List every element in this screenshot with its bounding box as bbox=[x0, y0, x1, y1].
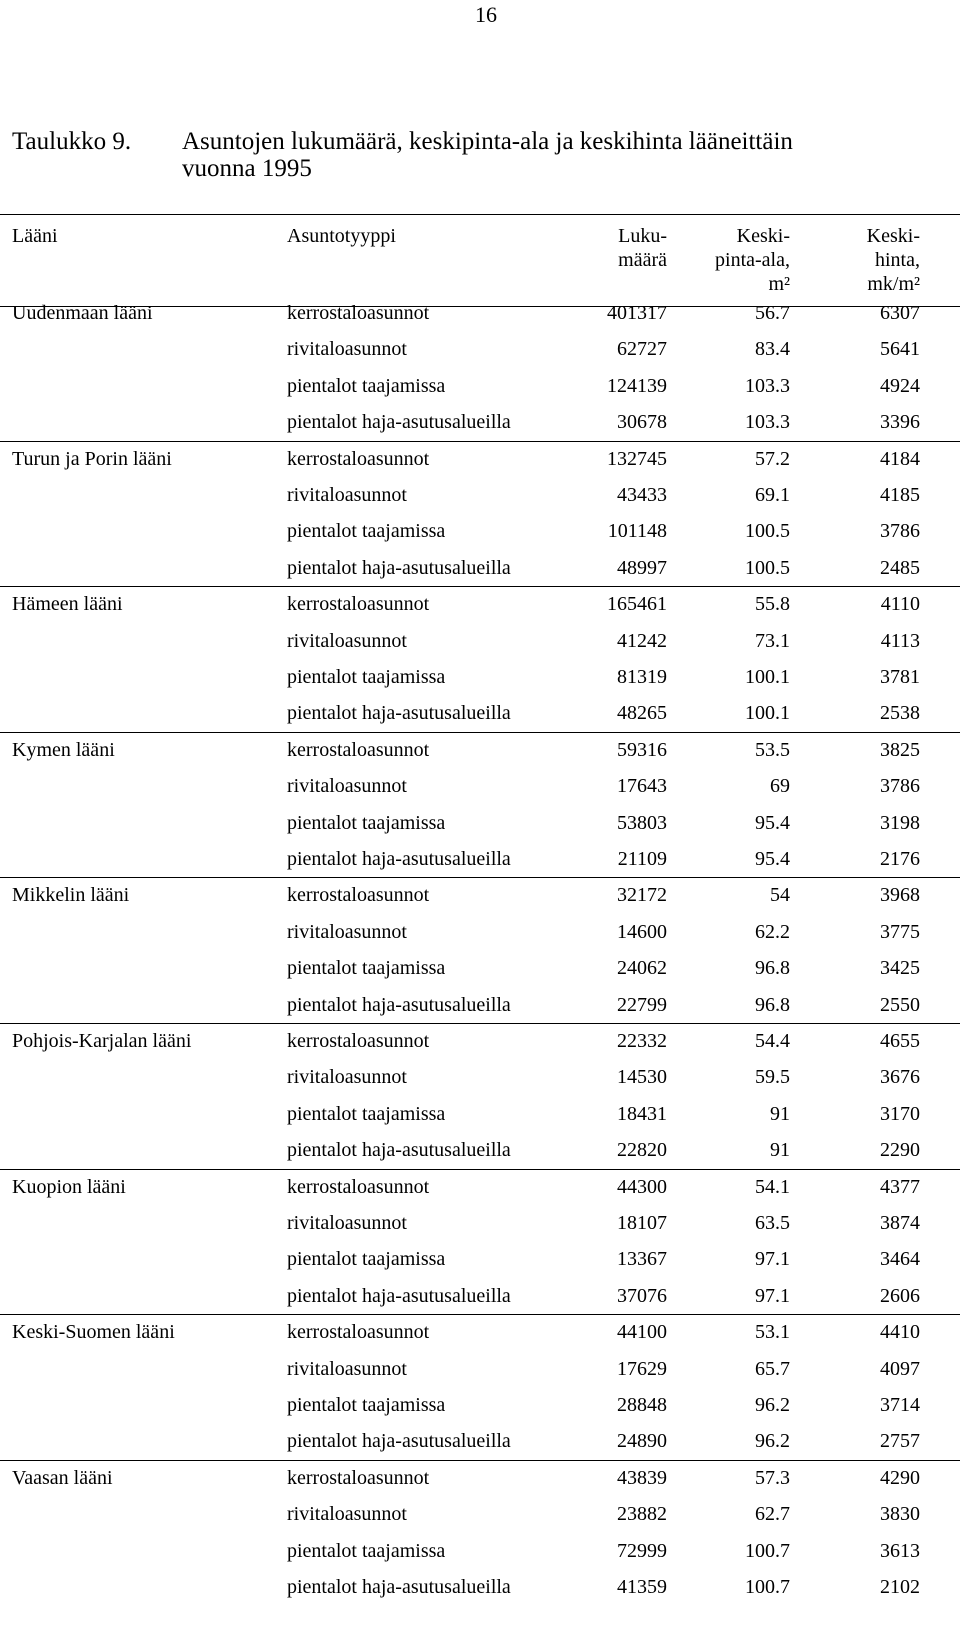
price-cell: 4184 bbox=[880, 448, 920, 470]
table-row bbox=[0, 518, 960, 544]
price-cell: 5641 bbox=[880, 338, 920, 360]
table-row bbox=[0, 1210, 960, 1236]
area-cell: 100.7 bbox=[745, 1540, 790, 1562]
area-cell: 57.3 bbox=[755, 1467, 790, 1489]
region-separator bbox=[0, 877, 960, 878]
count-cell: 14600 bbox=[617, 921, 667, 943]
price-cell: 4097 bbox=[880, 1358, 920, 1380]
housing-type-cell: kerrostaloasunnot bbox=[287, 739, 430, 761]
table-row bbox=[0, 1137, 960, 1163]
table-row bbox=[0, 1101, 960, 1127]
area-cell: 96.2 bbox=[755, 1394, 790, 1416]
count-cell: 17629 bbox=[617, 1358, 667, 1380]
count-cell: 18431 bbox=[617, 1103, 667, 1125]
area-cell: 100.7 bbox=[745, 1576, 790, 1598]
count-cell: 30678 bbox=[617, 411, 667, 433]
region-name-cell: Hämeen lääni bbox=[12, 593, 123, 615]
price-cell: 2538 bbox=[880, 702, 920, 724]
price-cell: 4924 bbox=[880, 375, 920, 397]
area-cell: 73.1 bbox=[755, 630, 790, 652]
title-line-1: Asuntojen lukumäärä, keskipinta-ala ja keskihinta lääneittäin bbox=[182, 128, 793, 155]
region-name-cell: Turun ja Porin lääni bbox=[12, 448, 172, 470]
price-cell: 2485 bbox=[880, 557, 920, 579]
count-cell: 13367 bbox=[617, 1248, 667, 1270]
region-separator bbox=[0, 586, 960, 587]
table-row bbox=[0, 591, 960, 617]
header-type: Asuntotyyppi bbox=[287, 225, 396, 247]
area-cell: 53.1 bbox=[755, 1321, 790, 1343]
table-row bbox=[0, 1283, 960, 1309]
housing-type-cell: pientalot haja-asutusalueilla bbox=[287, 557, 511, 579]
region-name-cell: Pohjois-Karjalan lääni bbox=[12, 1030, 192, 1052]
table-row bbox=[0, 373, 960, 399]
price-cell: 2290 bbox=[880, 1139, 920, 1161]
area-cell: 103.3 bbox=[745, 375, 790, 397]
count-cell: 59316 bbox=[617, 739, 667, 761]
area-cell: 57.2 bbox=[755, 448, 790, 470]
area-cell: 91 bbox=[770, 1103, 790, 1125]
table-row bbox=[0, 810, 960, 836]
header-area-line1: Keski- bbox=[736, 225, 790, 247]
table-label: Taulukko 9. bbox=[12, 128, 132, 155]
price-cell: 2176 bbox=[880, 848, 920, 870]
table-row bbox=[0, 882, 960, 908]
price-cell: 3830 bbox=[880, 1503, 920, 1525]
housing-type-cell: pientalot taajamissa bbox=[287, 1540, 446, 1562]
price-cell: 4185 bbox=[880, 484, 920, 506]
region-separator bbox=[0, 1460, 960, 1461]
header-region: Lääni bbox=[12, 225, 58, 247]
table-title bbox=[12, 128, 793, 182]
area-cell: 100.5 bbox=[745, 557, 790, 579]
count-cell: 23882 bbox=[617, 1503, 667, 1525]
housing-type-cell: pientalot haja-asutusalueilla bbox=[287, 411, 511, 433]
price-cell: 3786 bbox=[880, 775, 920, 797]
price-cell: 3714 bbox=[880, 1394, 920, 1416]
page-number: 16 bbox=[475, 2, 497, 27]
area-cell: 91 bbox=[770, 1139, 790, 1161]
price-cell: 3613 bbox=[880, 1540, 920, 1562]
count-cell: 44100 bbox=[617, 1321, 667, 1343]
header-area bbox=[715, 224, 790, 296]
table-row bbox=[0, 919, 960, 945]
table-row bbox=[0, 664, 960, 690]
area-cell: 96.2 bbox=[755, 1430, 790, 1452]
area-cell: 56.7 bbox=[755, 302, 790, 324]
housing-type-cell: kerrostaloasunnot bbox=[287, 448, 430, 470]
price-cell: 3464 bbox=[880, 1248, 920, 1270]
area-cell: 103.3 bbox=[745, 411, 790, 433]
count-cell: 37076 bbox=[617, 1285, 667, 1307]
housing-type-cell: kerrostaloasunnot bbox=[287, 1176, 430, 1198]
housing-type-cell: pientalot taajamissa bbox=[287, 520, 446, 542]
area-cell: 62.2 bbox=[755, 921, 790, 943]
count-cell: 17643 bbox=[617, 775, 667, 797]
housing-type-cell: pientalot haja-asutusalueilla bbox=[287, 994, 511, 1016]
housing-type-cell: pientalot haja-asutusalueilla bbox=[287, 848, 511, 870]
price-cell: 3425 bbox=[880, 957, 920, 979]
housing-type-cell: rivitaloasunnot bbox=[287, 484, 407, 506]
count-cell: 401317 bbox=[607, 302, 667, 324]
table-row bbox=[0, 737, 960, 763]
table-row bbox=[0, 1465, 960, 1491]
price-cell: 3781 bbox=[880, 666, 920, 688]
count-cell: 62727 bbox=[617, 338, 667, 360]
area-cell: 83.4 bbox=[755, 338, 790, 360]
area-cell: 95.4 bbox=[755, 848, 790, 870]
region-separator bbox=[0, 732, 960, 733]
housing-type-cell: kerrostaloasunnot bbox=[287, 1030, 430, 1052]
area-cell: 63.5 bbox=[755, 1212, 790, 1234]
area-cell: 55.8 bbox=[755, 593, 790, 615]
housing-type-cell: kerrostaloasunnot bbox=[287, 884, 430, 906]
table-row bbox=[0, 1428, 960, 1454]
table-row bbox=[0, 700, 960, 726]
region-separator bbox=[0, 1314, 960, 1315]
price-cell: 2606 bbox=[880, 1285, 920, 1307]
area-cell: 97.1 bbox=[755, 1285, 790, 1307]
price-cell: 3825 bbox=[880, 739, 920, 761]
area-cell: 100.1 bbox=[745, 666, 790, 688]
area-cell: 69 bbox=[770, 775, 790, 797]
count-cell: 124139 bbox=[607, 375, 667, 397]
housing-type-cell: kerrostaloasunnot bbox=[287, 593, 430, 615]
housing-type-cell: rivitaloasunnot bbox=[287, 338, 407, 360]
count-cell: 43839 bbox=[617, 1467, 667, 1489]
housing-type-cell: rivitaloasunnot bbox=[287, 1358, 407, 1380]
housing-type-cell: pientalot taajamissa bbox=[287, 666, 446, 688]
header-price-line2: hinta, bbox=[875, 249, 920, 271]
header-price-line3: mk/m² bbox=[867, 273, 920, 295]
area-cell: 54.1 bbox=[755, 1176, 790, 1198]
table-row bbox=[0, 300, 960, 326]
table-row bbox=[0, 1574, 960, 1600]
count-cell: 28848 bbox=[617, 1394, 667, 1416]
housing-type-cell: pientalot haja-asutusalueilla bbox=[287, 1430, 511, 1452]
area-cell: 62.7 bbox=[755, 1503, 790, 1525]
price-cell: 3775 bbox=[880, 921, 920, 943]
count-cell: 32172 bbox=[617, 884, 667, 906]
housing-type-cell: pientalot taajamissa bbox=[287, 957, 446, 979]
header-count-line1: Luku- bbox=[618, 225, 667, 247]
count-cell: 22799 bbox=[617, 994, 667, 1016]
header-price bbox=[867, 224, 920, 296]
housing-type-cell: pientalot taajamissa bbox=[287, 1248, 446, 1270]
housing-type-cell: rivitaloasunnot bbox=[287, 1066, 407, 1088]
table-row bbox=[0, 992, 960, 1018]
area-cell: 65.7 bbox=[755, 1358, 790, 1380]
price-cell: 3396 bbox=[880, 411, 920, 433]
count-cell: 81319 bbox=[617, 666, 667, 688]
housing-type-cell: rivitaloasunnot bbox=[287, 921, 407, 943]
region-separator bbox=[0, 1169, 960, 1170]
housing-type-cell: rivitaloasunnot bbox=[287, 630, 407, 652]
housing-type-cell: kerrostaloasunnot bbox=[287, 1467, 430, 1489]
area-cell: 54 bbox=[770, 884, 790, 906]
area-cell: 69.1 bbox=[755, 484, 790, 506]
housing-type-cell: pientalot taajamissa bbox=[287, 1394, 446, 1416]
header-price-line1: Keski- bbox=[866, 225, 920, 247]
price-cell: 3198 bbox=[880, 812, 920, 834]
area-cell: 95.4 bbox=[755, 812, 790, 834]
area-cell: 54.4 bbox=[755, 1030, 790, 1052]
price-cell: 4290 bbox=[880, 1467, 920, 1489]
housing-type-cell: pientalot haja-asutusalueilla bbox=[287, 1139, 511, 1161]
count-cell: 24062 bbox=[617, 957, 667, 979]
region-name-cell: Keski-Suomen lääni bbox=[12, 1321, 175, 1343]
table-top-rule bbox=[0, 214, 960, 215]
table-row bbox=[0, 628, 960, 654]
header-count bbox=[618, 224, 667, 272]
housing-type-cell: pientalot haja-asutusalueilla bbox=[287, 1576, 511, 1598]
count-cell: 165461 bbox=[607, 593, 667, 615]
price-cell: 2757 bbox=[880, 1430, 920, 1452]
housing-type-cell: rivitaloasunnot bbox=[287, 775, 407, 797]
area-cell: 97.1 bbox=[755, 1248, 790, 1270]
housing-type-cell: pientalot haja-asutusalueilla bbox=[287, 1285, 511, 1307]
table-row bbox=[0, 1246, 960, 1272]
table-row bbox=[0, 1538, 960, 1564]
count-cell: 41359 bbox=[617, 1576, 667, 1598]
count-cell: 24890 bbox=[617, 1430, 667, 1452]
table-row bbox=[0, 1319, 960, 1345]
housing-type-cell: rivitaloasunnot bbox=[287, 1212, 407, 1234]
housing-type-cell: pientalot taajamissa bbox=[287, 1103, 446, 1125]
table-row bbox=[0, 1174, 960, 1200]
title-line-2: vuonna 1995 bbox=[182, 155, 312, 182]
count-cell: 48265 bbox=[617, 702, 667, 724]
count-cell: 22332 bbox=[617, 1030, 667, 1052]
header-area-line3: m² bbox=[768, 273, 790, 295]
region-name-cell: Kymen lääni bbox=[12, 739, 115, 761]
table-row bbox=[0, 482, 960, 508]
housing-type-cell: kerrostaloasunnot bbox=[287, 1321, 430, 1343]
area-cell: 53.5 bbox=[755, 739, 790, 761]
price-cell: 2102 bbox=[880, 1576, 920, 1598]
price-cell: 3786 bbox=[880, 520, 920, 542]
area-cell: 100.1 bbox=[745, 702, 790, 724]
region-name-cell: Kuopion lääni bbox=[12, 1176, 126, 1198]
housing-type-cell: pientalot haja-asutusalueilla bbox=[287, 702, 511, 724]
region-name-cell: Mikkelin lääni bbox=[12, 884, 130, 906]
table-row bbox=[0, 1356, 960, 1382]
housing-type-cell: pientalot taajamissa bbox=[287, 812, 446, 834]
price-cell: 3874 bbox=[880, 1212, 920, 1234]
table-row bbox=[0, 846, 960, 872]
count-cell: 132745 bbox=[607, 448, 667, 470]
count-cell: 14530 bbox=[617, 1066, 667, 1088]
area-cell: 96.8 bbox=[755, 957, 790, 979]
count-cell: 72999 bbox=[617, 1540, 667, 1562]
table-row bbox=[0, 1392, 960, 1418]
table-row bbox=[0, 409, 960, 435]
region-separator bbox=[0, 1023, 960, 1024]
area-cell: 59.5 bbox=[755, 1066, 790, 1088]
area-cell: 100.5 bbox=[745, 520, 790, 542]
price-cell: 2550 bbox=[880, 994, 920, 1016]
housing-type-cell: rivitaloasunnot bbox=[287, 1503, 407, 1525]
region-name-cell: Uudenmaan lääni bbox=[12, 302, 153, 324]
table-row bbox=[0, 1064, 960, 1090]
table-row bbox=[0, 1501, 960, 1527]
count-cell: 48997 bbox=[617, 557, 667, 579]
count-cell: 44300 bbox=[617, 1176, 667, 1198]
price-cell: 4655 bbox=[880, 1030, 920, 1052]
table-row bbox=[0, 1028, 960, 1054]
table-row bbox=[0, 336, 960, 362]
area-cell: 96.8 bbox=[755, 994, 790, 1016]
header-area-line2: pinta-ala, bbox=[715, 249, 790, 271]
price-cell: 4377 bbox=[880, 1176, 920, 1198]
count-cell: 53803 bbox=[617, 812, 667, 834]
price-cell: 3676 bbox=[880, 1066, 920, 1088]
count-cell: 101148 bbox=[607, 520, 667, 542]
price-cell: 4110 bbox=[880, 593, 920, 615]
count-cell: 21109 bbox=[617, 848, 667, 870]
table-row bbox=[0, 955, 960, 981]
region-separator bbox=[0, 441, 960, 442]
count-cell: 43433 bbox=[617, 484, 667, 506]
price-cell: 3968 bbox=[880, 884, 920, 906]
price-cell: 4410 bbox=[880, 1321, 920, 1343]
price-cell: 6307 bbox=[880, 302, 920, 324]
table-row bbox=[0, 555, 960, 581]
count-cell: 41242 bbox=[617, 630, 667, 652]
header-count-line2: määrä bbox=[618, 249, 667, 271]
count-cell: 22820 bbox=[617, 1139, 667, 1161]
table-row bbox=[0, 773, 960, 799]
housing-type-cell: pientalot taajamissa bbox=[287, 375, 446, 397]
region-name-cell: Vaasan lääni bbox=[12, 1467, 113, 1489]
count-cell: 18107 bbox=[617, 1212, 667, 1234]
price-cell: 3170 bbox=[880, 1103, 920, 1125]
price-cell: 4113 bbox=[880, 630, 920, 652]
housing-type-cell: kerrostaloasunnot bbox=[287, 302, 430, 324]
table-row bbox=[0, 446, 960, 472]
